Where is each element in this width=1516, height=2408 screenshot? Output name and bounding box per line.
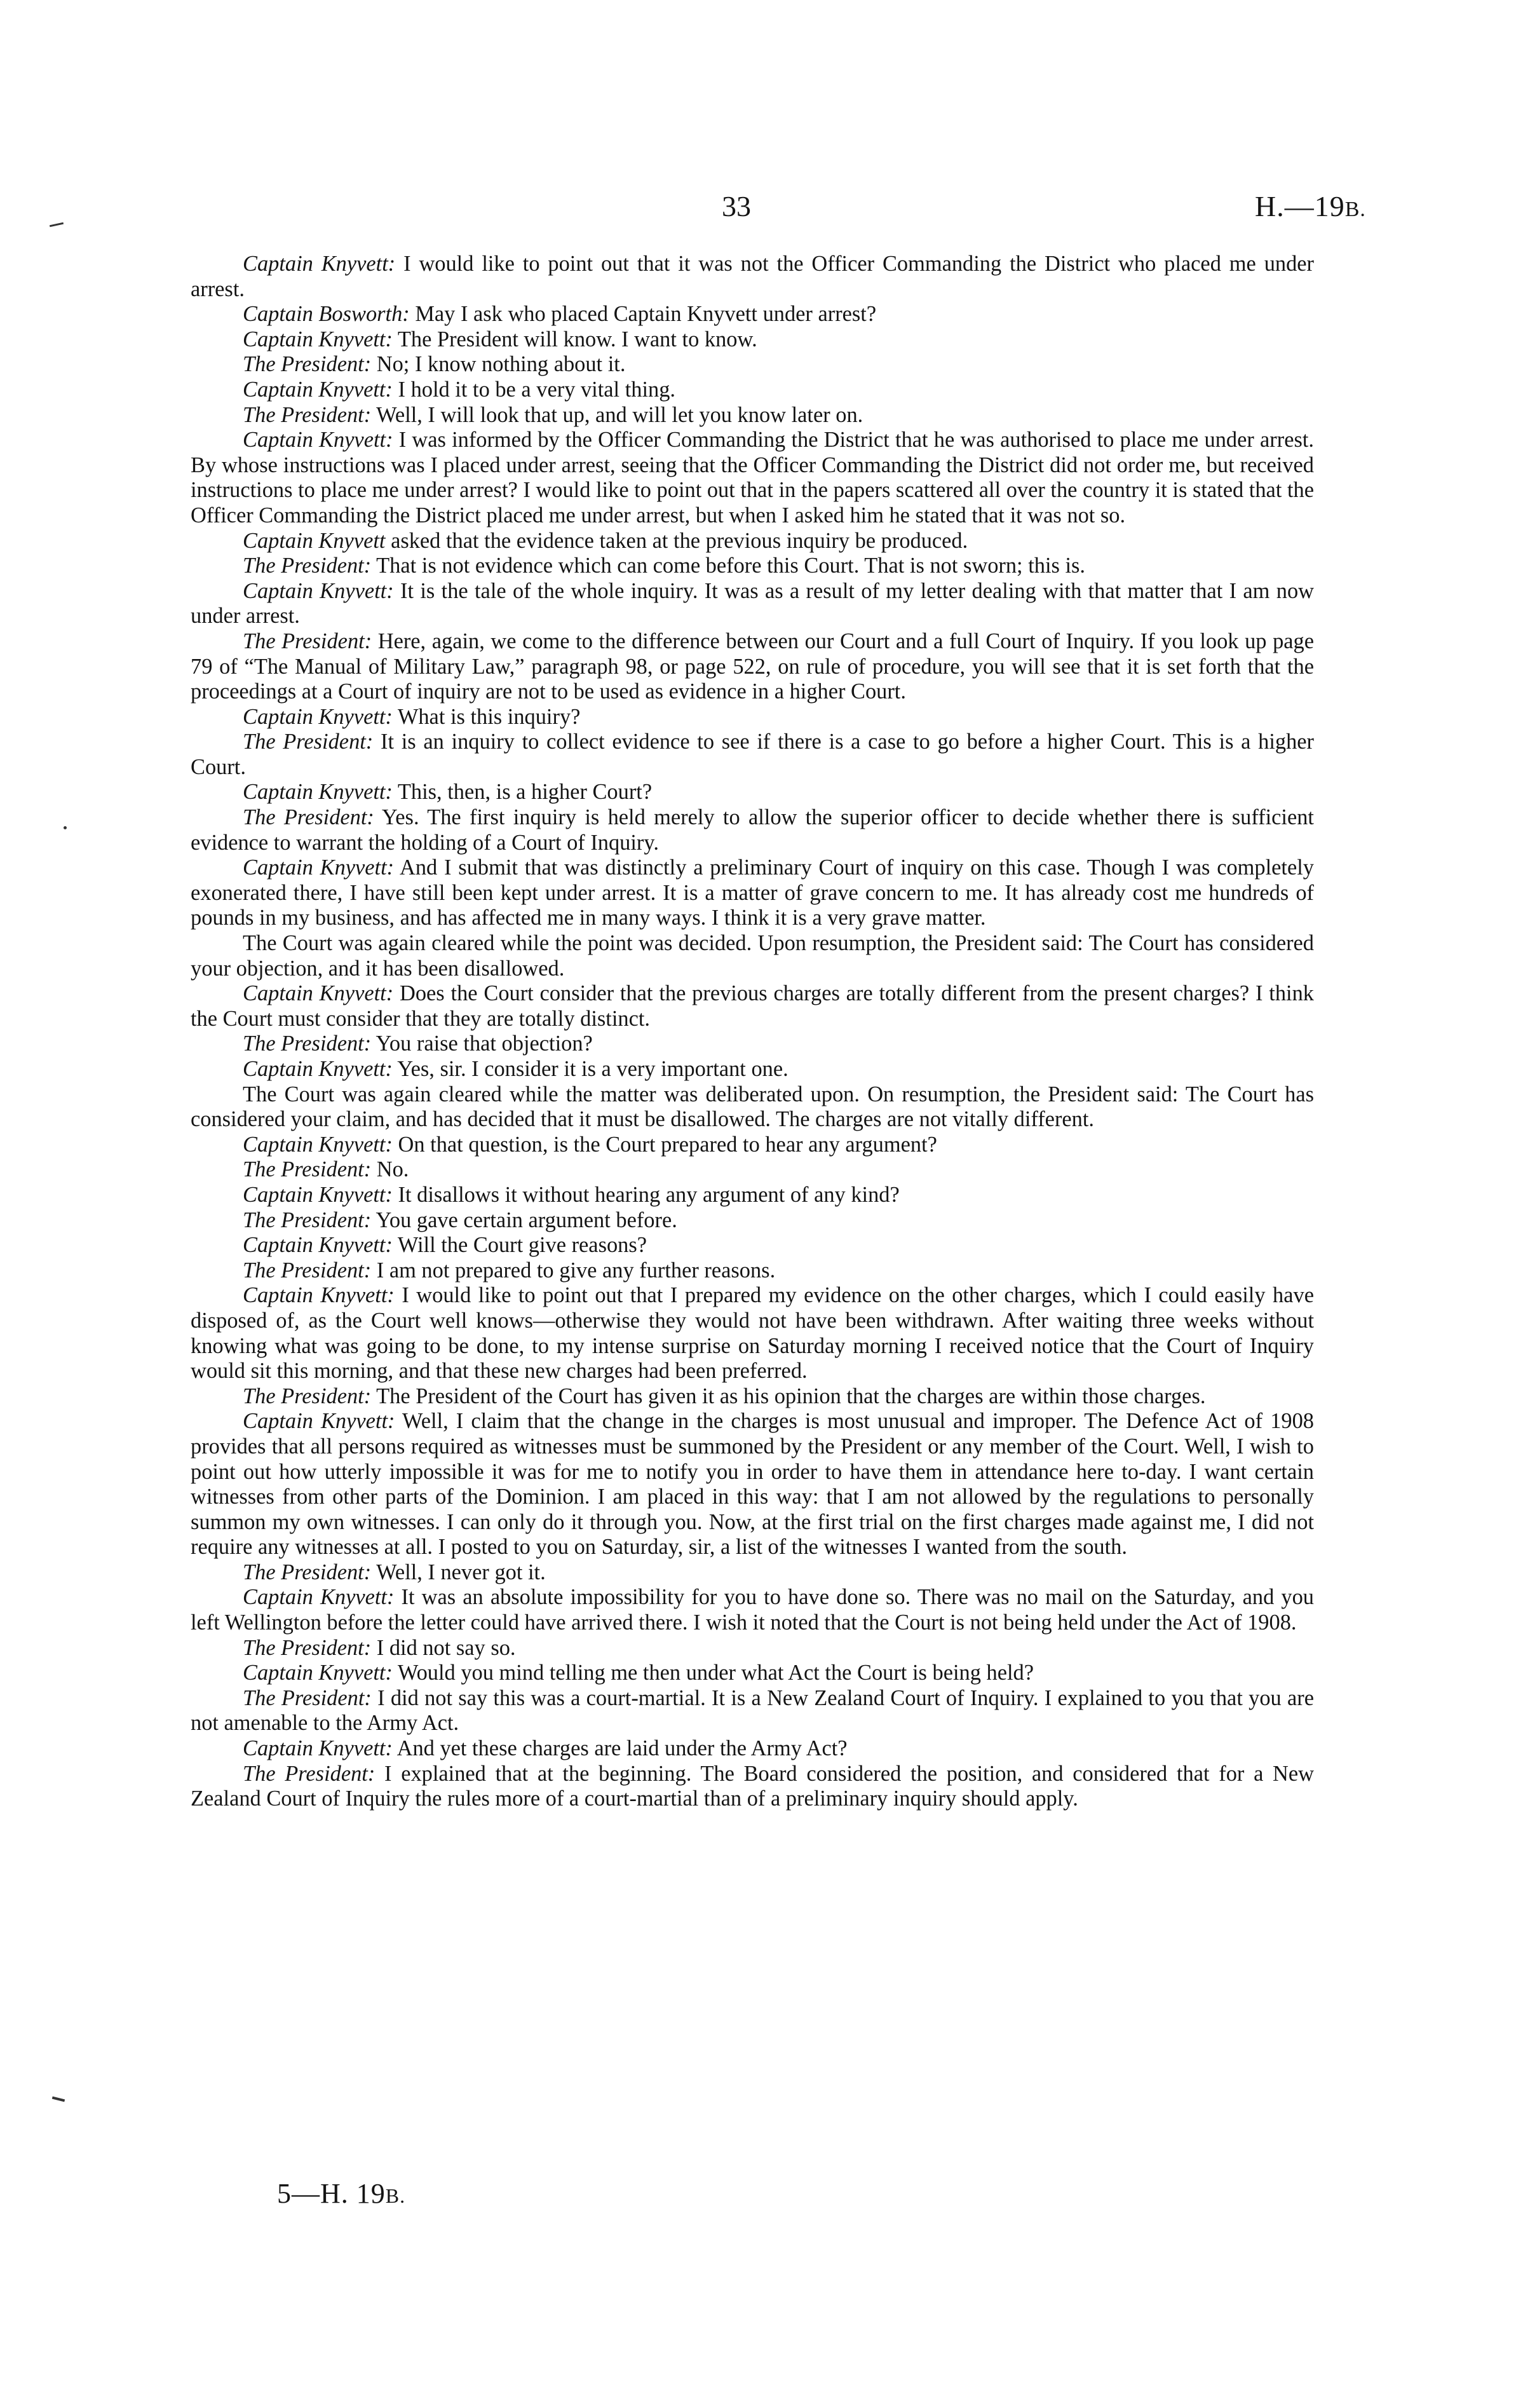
transcript-paragraph (191, 1133, 1314, 1158)
paragraph-text: I explained that at the beginning. The Board considered the position, and considered that for a New Zealand Court of Inquiry the rules more of a court-martial than of a preliminary inquiry should apply. (191, 1761, 1314, 1811)
transcript-paragraph (191, 1031, 1314, 1057)
document-reference-main: H.—19 (1255, 190, 1345, 222)
speaker-name: Captain Knyvett: (243, 1661, 393, 1685)
transcript-paragraph (191, 579, 1314, 629)
paragraph-text: I hold it to be a very vital thing. (392, 377, 676, 402)
transcript-paragraph (191, 1736, 1314, 1762)
speaker-name: Captain Knyvett: (243, 578, 394, 603)
transcript-paragraph (191, 705, 1314, 730)
transcript-paragraph (191, 352, 1314, 378)
speaker-name: The President: (243, 1761, 376, 1786)
speaker-name: Captain Knyvett: (243, 855, 395, 880)
paragraph-text: I did not say this was a court-martial. It is a New Zealand Court of Inquiry. I explained to you that you are not amenable to the Army Act. (191, 1685, 1314, 1736)
transcript-paragraph (191, 1686, 1314, 1736)
speaker-name: The President: (243, 1258, 372, 1282)
paragraph-text: Yes, sir. I consider it is a very important one. (392, 1057, 788, 1081)
transcript-paragraph (191, 529, 1314, 554)
transcript-paragraph (191, 1409, 1314, 1560)
transcript-paragraph (191, 1057, 1314, 1082)
page-number: 33 (722, 190, 751, 222)
paragraph-text: I would like to point out that I prepared my evidence on the other charges, which I could easily have disposed of, as the Court well knows—otherwise they would not have been withdrawn. After waiting three weeks without knowing what was going to be done, to my intense surprise on Saturday morning I received notice that the Court of Inquiry would sit this morning, and that these new charges had been preferred. (191, 1283, 1314, 1384)
speaker-name: Captain Knyvett: (243, 1182, 393, 1207)
transcript-paragraph (191, 805, 1314, 855)
speaker-name: Captain Bosworth: (243, 302, 410, 327)
speaker-name: The President: (243, 1207, 372, 1232)
margin-mark-top (50, 222, 64, 228)
paragraph-text: It is an inquiry to collect evidence to see if there is a case to go before a higher Court. This is a higher Court. (191, 730, 1314, 779)
paragraph-text: It is the tale of the whole inquiry. It was as a result of my letter dealing with that matter that I am now under arrest. (191, 578, 1314, 629)
paragraph-text: asked that the evidence taken at the previous inquiry be produced. (385, 528, 968, 553)
paragraph-text: Well, I will look that up, and will let you know later on. (371, 402, 863, 427)
paragraph-text: May I ask who placed Captain Knyvett under arrest? (409, 302, 877, 327)
paragraph-text: The Court was again cleared while the point was decided. Upon resumption, the President said: The Court has considered your objection, and it has been disallowed. (191, 931, 1314, 981)
paragraph-text: Does the Court consider that the previous charges are totally different from the present charges? I think the Court must consider that they are totally distinct. (191, 981, 1315, 1031)
paragraph-text: It was an absolute impossibility for you to have done so. There was no mail on the Saturday, and you left Wellington before the letter could have arrived there. I wish it noted that the Court is not being held under the Act of 1908. (191, 1585, 1314, 1635)
speaker-name: The President: (243, 402, 372, 427)
paragraph-text: Well, I claim that the change in the charges is most unusual and improper. The Defence Act of 1908 provides that all persons required as witnesses must be summoned by the President or any member of the Court. Well, I wish to point out how utterly impossible it was for me to notify you in order to have them in attendance here to-day. I want certain witnesses from other parts of the Dominion. I am placed in this way: that I am not allowed by the regulations to personally summon my own witnesses. I can only do it through you. Now, at the first trial on the first charges made against me, I did not require any witnesses at all. I posted to you on Saturday, sir, a list of the witnesses I wanted from the south. (191, 1409, 1314, 1560)
speaker-name: Captain Knyvett: (243, 1736, 393, 1761)
transcript-paragraph (191, 403, 1314, 428)
speaker-name: The President: (243, 805, 374, 830)
speaker-name: Captain Knyvett: (243, 428, 393, 452)
transcript-paragraph (191, 1636, 1314, 1661)
speaker-name: The President: (243, 629, 372, 653)
speaker-name: Captain Knyvett: (243, 327, 393, 351)
paragraph-text: Yes. The first inquiry is held merely to allow the superior officer to decide whether there is sufficient evidence to warrant the holding of a Court of Inquiry. (191, 805, 1314, 855)
document-reference (1255, 189, 1366, 223)
transcript-paragraph (191, 780, 1314, 805)
transcript-paragraph (191, 730, 1314, 780)
paragraph-text: And yet these charges are laid under the Army Act? (392, 1736, 848, 1761)
paragraph-text: The President will know. I want to know. (392, 327, 757, 351)
transcript-paragraph (191, 1585, 1314, 1635)
transcript-paragraph (191, 428, 1314, 528)
margin-mark-bottom (52, 2097, 65, 2102)
transcript-paragraph (191, 981, 1314, 1031)
transcript-paragraph (191, 1157, 1314, 1183)
paragraph-text: I was informed by the Officer Commanding the District that he was authorised to place me under arrest. By whose instructions was I placed under arrest, seeing that the Officer Commanding the District did not order me, but received instructions to place me under arrest? I would like to point out that in the papers scattered all over the country it is stated that the Officer Commanding the District placed me under arrest, but when I asked him he stated that it was not so. (191, 428, 1314, 527)
speaker-name: The President: (243, 554, 372, 578)
paragraph-text: It disallows it without hearing any argument of any kind? (392, 1182, 900, 1207)
transcript-paragraph (191, 1661, 1314, 1686)
footer-reference-main: 5—H. 19 (277, 2178, 386, 2209)
paragraph-text: And I submit that was distinctly a preliminary Court of inquiry on this case. Though I was completely exonerated there, I have still been kept under arrest. It is a matter of grave concern to me. It has already cost me hundreds of pounds in my business, and has affected me in many ways. I think it is a very grave matter. (191, 855, 1314, 930)
transcript-paragraph (191, 1233, 1314, 1258)
paragraph-text: You gave certain argument before. (371, 1207, 677, 1232)
speaker-name: The President: (243, 1560, 372, 1584)
document-reference-suffix: B. (1344, 198, 1366, 221)
paragraph-text: That is not evidence which can come before this Court. That is not sworn; this is. (371, 554, 1086, 578)
margin-mark-middle (64, 826, 67, 829)
speaker-name: The President: (243, 352, 372, 377)
speaker-name: The President: (243, 1685, 372, 1710)
paragraph-text: No; I know nothing about it. (371, 352, 626, 377)
transcript-paragraph (191, 1082, 1314, 1133)
transcript-paragraph (191, 1283, 1314, 1384)
paragraph-text: I am not prepared to give any further reasons. (371, 1258, 776, 1282)
speaker-name: Captain Knyvett: (243, 1585, 395, 1610)
paragraph-text: This, then, is a higher Court? (392, 780, 653, 805)
paragraph-text: Would you mind telling me then under what Act the Court is being held? (392, 1661, 1034, 1685)
speaker-name: The President: (243, 1157, 372, 1182)
paragraph-text: Well, I never got it. (371, 1560, 546, 1584)
footer-reference-suffix: B. (385, 2184, 406, 2207)
speaker-name: The President: (243, 1031, 372, 1056)
paragraph-text: I did not say so. (371, 1635, 516, 1660)
transcript-paragraph (191, 931, 1314, 981)
footer-reference (277, 2177, 405, 2210)
transcript-paragraph (191, 378, 1314, 403)
transcript-paragraph (191, 1258, 1314, 1284)
speaker-name: Captain Knyvett: (243, 704, 393, 729)
speaker-name: Captain Knyvett: (243, 1283, 395, 1308)
speaker-name: Captain Knyvett: (243, 1132, 393, 1157)
paragraph-text: You raise that objection? (371, 1031, 593, 1056)
transcript-paragraph (191, 855, 1314, 931)
transcript-paragraph (191, 554, 1314, 579)
paragraph-text: What is this inquiry? (392, 704, 581, 729)
speaker-name: Captain Knyvett: (243, 1057, 393, 1081)
transcript-paragraph (191, 1762, 1314, 1812)
transcript-paragraph (191, 1183, 1314, 1208)
transcript-paragraph (191, 629, 1314, 705)
transcript-paragraph (191, 1560, 1314, 1586)
transcript-paragraph (191, 1208, 1314, 1234)
paragraph-text: No. (371, 1157, 409, 1182)
paragraph-text: I would like to point out that it was not the Officer Commanding the District who placed me under arrest. (191, 252, 1314, 301)
speaker-name: Captain Knyvett (243, 528, 386, 553)
speaker-name: Captain Knyvett: (243, 981, 394, 1006)
paragraph-text: Will the Court give reasons? (392, 1233, 647, 1258)
speaker-name: The President: (243, 730, 374, 754)
paragraph-text: On that question, is the Court prepared to hear any argument? (392, 1132, 937, 1157)
speaker-name: Captain Knyvett: (243, 1409, 395, 1434)
transcript-paragraph (191, 252, 1314, 302)
transcript-paragraph (191, 1384, 1314, 1410)
speaker-name: The President: (243, 1384, 372, 1408)
transcript-paragraph (191, 327, 1314, 353)
paragraph-text: Here, again, we come to the difference between our Court and a full Court of Inquiry. If you look up page 79 of “The Manual of Military Law,” paragraph 98, or page 522, on rule of procedure, you will see that it is set forth that the proceedings at a Court of inquiry are not to be used as evidence in a higher Court. (191, 629, 1314, 704)
speaker-name: Captain Knyvett: (243, 377, 393, 402)
speaker-name: The President: (243, 1635, 372, 1660)
transcript-paragraph (191, 302, 1314, 327)
speaker-name: Captain Knyvett: (243, 780, 393, 805)
speaker-name: Captain Knyvett: (243, 252, 396, 276)
paragraph-text: The President of the Court has given it as his opinion that the charges are within those charges. (371, 1384, 1206, 1408)
speaker-name: Captain Knyvett: (243, 1233, 393, 1258)
transcript-body (191, 252, 1314, 1812)
paragraph-text: The Court was again cleared while the matter was deliberated upon. On resumption, the President said: The Court has considered your claim, and has decided that it must be disallowed. The charges are not vitally different. (191, 1082, 1314, 1132)
